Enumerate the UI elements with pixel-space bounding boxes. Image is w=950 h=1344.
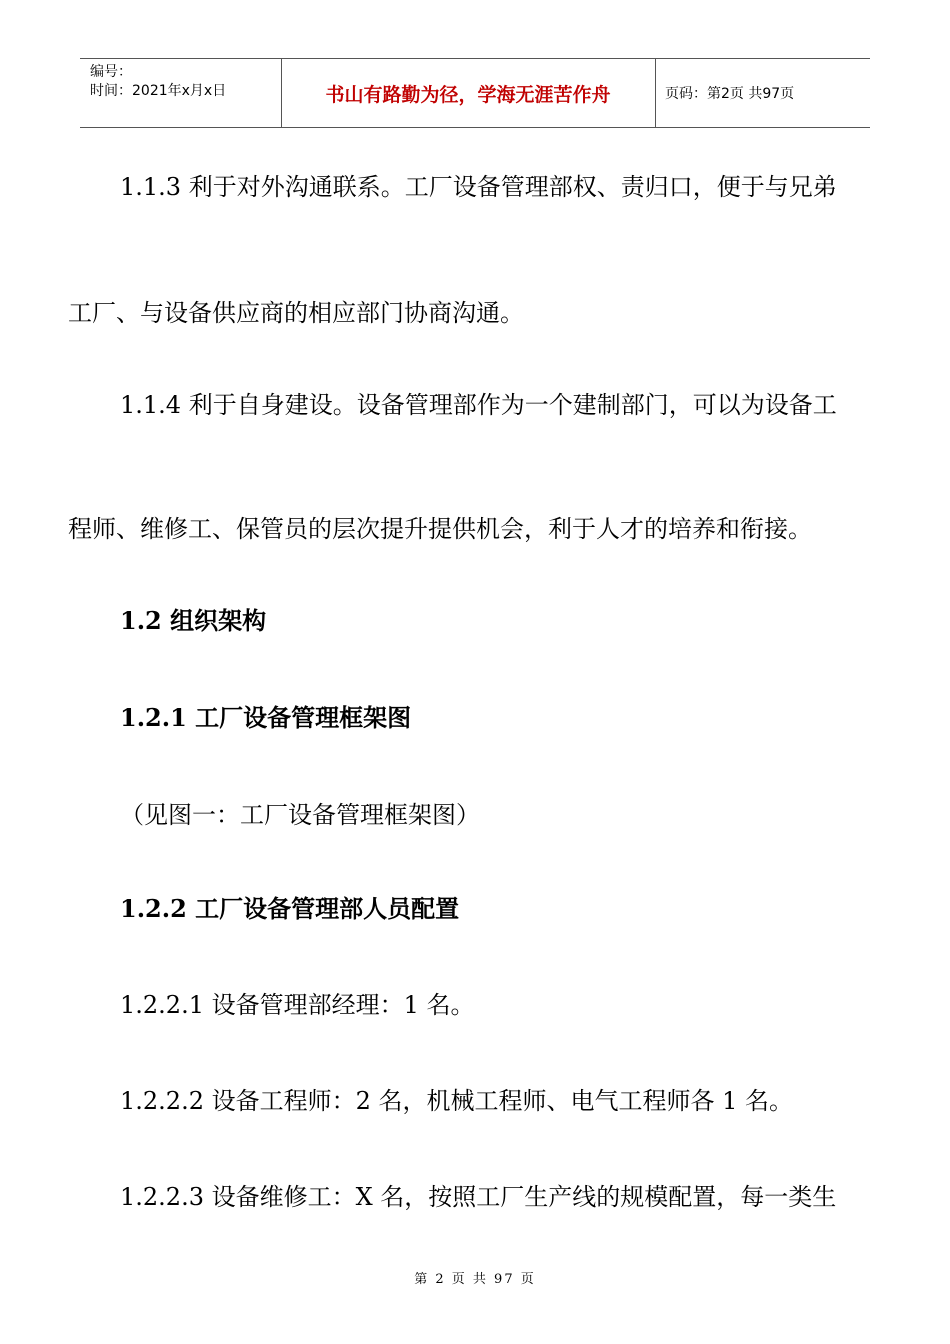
page-footer: 第 2 页 共 97 页 <box>414 1272 536 1287</box>
section-heading-1-2-1: 1.2.1 工厂设备管理框架图 <box>120 703 412 732</box>
document-number-label: 编号： <box>90 64 132 80</box>
figure-reference-note: （见图一：工厂设备管理框架图） <box>120 801 480 829</box>
paragraph-1-1-3-line-2: 工厂、与设备供应商的相应部门协商沟通。 <box>68 299 524 327</box>
paragraph-1-2-2-3: 1.2.2.3 设备维修工：X 名，按照工厂生产线的规模配置，每一类生 <box>120 1183 837 1211</box>
header-motto: 书山有路勤为径，学海无涯苦作舟 <box>325 83 611 106</box>
paragraph-1-1-3-line-1: 1.1.3 利于对外沟通联系。工厂设备管理部权、责归口，便于与兄弟 <box>120 173 837 201</box>
document-time-label: 时间：2021年x月x日 <box>90 83 227 99</box>
header-meta <box>90 59 280 131</box>
section-heading-1-2: 1.2 组织架构 <box>120 606 267 635</box>
paragraph-1-2-2-2: 1.2.2.2 设备工程师：2 名，机械工程师、电气工程师各 1 名。 <box>120 1087 794 1115</box>
document-header <box>80 58 870 128</box>
section-heading-1-2-2: 1.2.2 工厂设备管理部人员配置 <box>120 894 460 923</box>
paragraph-1-1-4-line-2: 程师、维修工、保管员的层次提升提供机会，利于人才的培养和衔接。 <box>68 515 812 543</box>
header-divider <box>655 59 656 127</box>
paragraph-1-1-4-line-1: 1.1.4 利于自身建设。设备管理部作为一个建制部门，可以为设备工 <box>120 391 837 419</box>
paragraph-1-2-2-1: 1.2.2.1 设备管理部经理：1 名。 <box>120 991 475 1019</box>
header-page-info: 页码：第2页 共97页 <box>665 86 795 102</box>
